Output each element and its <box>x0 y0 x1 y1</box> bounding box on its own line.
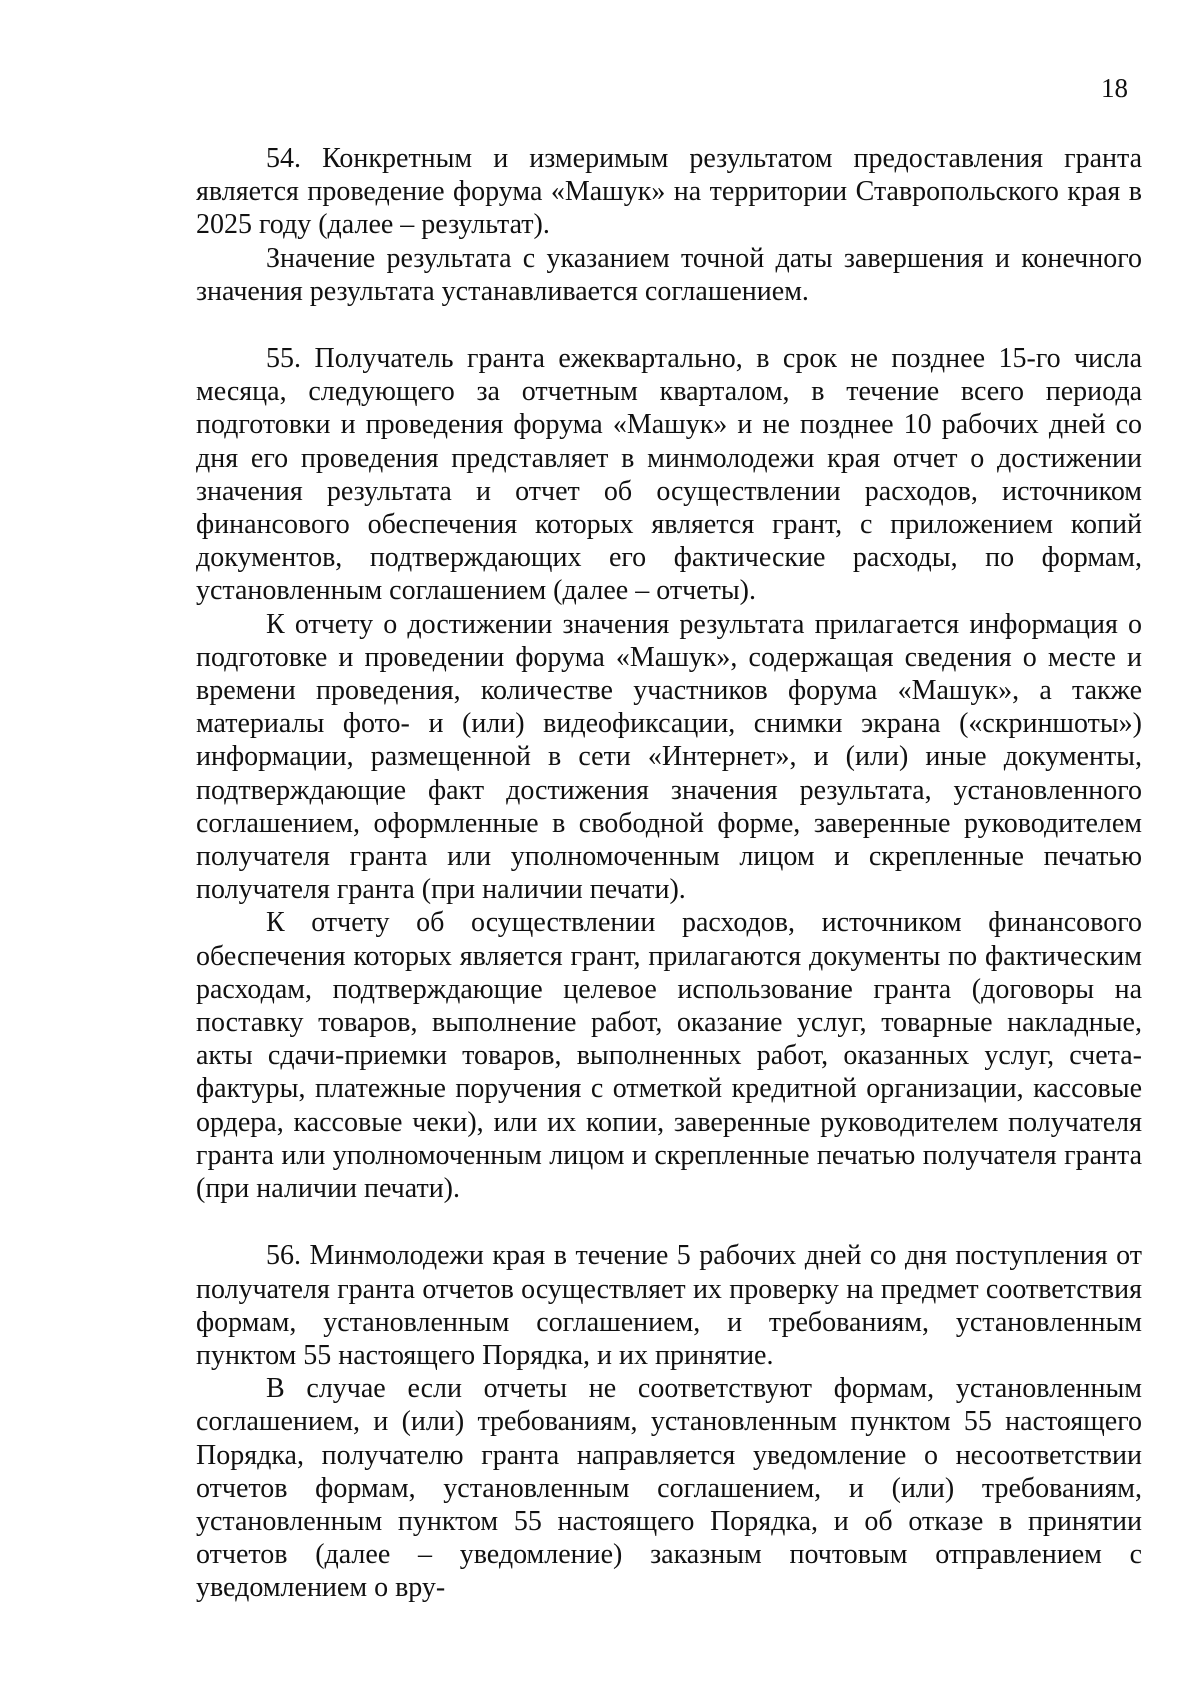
paragraph-55-expense-report: К отчету об осуществлении расходов, источником финансового обеспечения которых является грант, прилагаются документы по фактическим расходам, подтверждающие целевое использование гранта (договоры на поставку товаров, выполнение работ, оказание услуг, товарные накладные, акты сдачи-приемки товаров, выполненных работ, оказанных услуг, счета-фактуры, платежные поручения с отметкой кредитной организации, кассовые ордера, кассовые чеки), или их копии, заверенные руководителем получателя гранта или уполномоченным лицом и скрепленные печатью получателя гранта (при наличии печати). <box>196 907 1142 1205</box>
paragraph-55: 55. Получатель гранта ежеквартально, в срок не позднее 15-го числа месяца, следующего за отчетным кварталом, в течение всего периода подготовки и проведения форума «Машук» и не позднее 10 рабочих дней со дня его проведения представляет в минмолодежи края отчет о достижении значения результата и отчет об осуществлении расходов, источником финансового обеспечения которых является грант, с приложением копий документов, подтверждающих его фактические расходы, по формам, установленным соглашением (далее – отчеты). <box>196 343 1142 607</box>
paragraph-56-notification: В случае если отчеты не соответствуют формам, установленным соглашением, и (или) требованиям, установленным пунктом 55 настоящего Порядка, получателю гранта направляется уведомление о несоответствии отчетов формам, установленным соглашением, и (или) требованиям, установленным пунктом 55 настоящего Порядка, и об отказе в принятии отчетов (далее – уведомление) заказным почтовым отправлением с уведомлением о вру- <box>196 1373 1142 1604</box>
section-gap <box>196 1205 1142 1239</box>
page-number: 18 <box>1101 73 1128 103</box>
paragraph-54-result-value: Значение результата с указанием точной даты завершения и конечного значения результата устанавливается соглашением. <box>196 242 1142 307</box>
document-body <box>196 142 1142 1605</box>
paragraph-56: 56. Минмолодежи края в течение 5 рабочих дней со дня поступления от получателя гранта отчетов осуществляет их проверку на предмет соответствия формам, установленным соглашением, и требованиям, установленным пунктом 55 настоящего Порядка, и их принятие. <box>196 1240 1142 1371</box>
section-gap <box>196 308 1142 342</box>
paragraph-54: 54. Конкретным и измеримым результатом предоставления гранта является проведение форума «Машук» на территории Ставропольского края в 2025 году (далее – результат). <box>196 143 1142 241</box>
paragraph-55-result-report: К отчету о достижении значения результата прилагается информация о подготовке и проведении форума «Машук», содержащая сведения о месте и времени проведения, количестве участников форума «Машук», а также материалы фото- и (или) видеофиксации, снимки экрана («скриншоты») информации, размещенной в сети «Интернет», и (или) иные документы, подтверждающие факт достижения значения результата, установленного соглашением, оформленные в свободной форме, заверенные руководителем получателя гранта или уполномоченным лицом и скрепленные печатью получателя гранта (при наличии печати). <box>196 608 1142 906</box>
